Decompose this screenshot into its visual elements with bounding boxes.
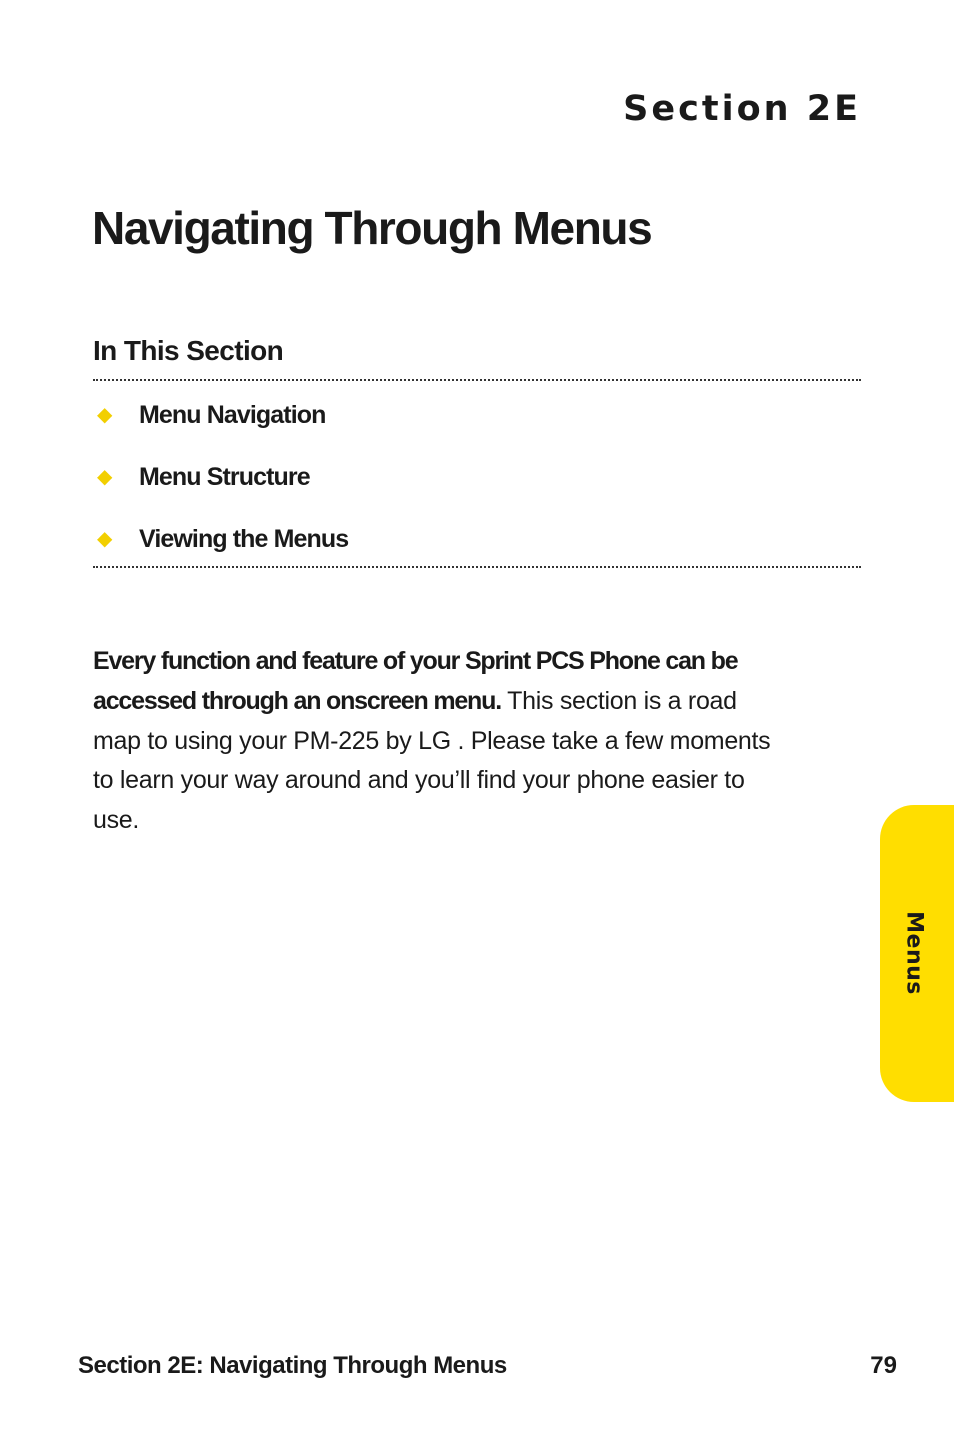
intro-bold-lead: Every function and feature of your Sprint PCS Phone can be accessed through an onscreen menu. [93, 647, 738, 715]
diamond-bullet-icon: ◆ [97, 528, 113, 550]
footer-title: Section 2E: Navigating Through Menus [78, 1352, 507, 1379]
toc-item-menu-navigation[interactable] [93, 397, 348, 459]
diamond-bullet-icon: ◆ [97, 404, 113, 426]
page-number: 79 [870, 1352, 897, 1379]
page-title: Navigating Through Menus [92, 202, 652, 254]
toc-heading: In This Section [93, 335, 284, 366]
toc-item-menu-structure[interactable] [93, 459, 348, 521]
toc-top-divider [93, 379, 861, 381]
side-tab-label: Menus [901, 911, 927, 995]
toc-item-label: Viewing the Menus [139, 525, 349, 553]
diamond-bullet-icon: ◆ [97, 466, 113, 488]
section-label: Section 2E [623, 89, 861, 129]
intro-body: This section is a road map to using your PM-225 by LG . Please take a few moments to learn your way around and you’ll find your phone easier to use. [93, 686, 771, 835]
toc-list [93, 397, 348, 583]
toc-item-label: Menu Structure [139, 463, 310, 491]
toc-item-viewing-the-menus[interactable] [93, 521, 348, 583]
intro-paragraph [93, 642, 783, 841]
toc-item-label: Menu Navigation [139, 401, 326, 429]
toc-bottom-divider [93, 566, 861, 568]
